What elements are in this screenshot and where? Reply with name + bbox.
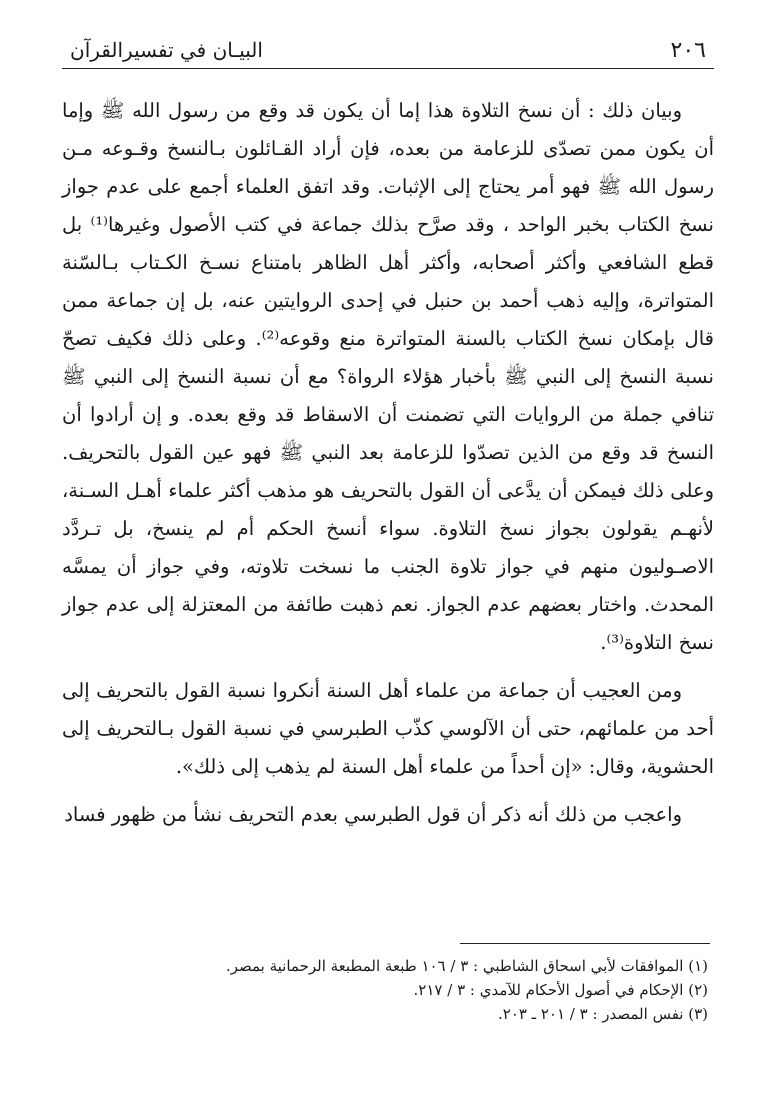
book-title: البيـان في تفسيرالقرآن — [70, 38, 263, 62]
running-header — [62, 28, 714, 69]
footnote-3: (٣) نفس المصدر : ٣ / ٢٠١ ـ ٢٠٣. — [497, 1005, 708, 1023]
paragraph-1: وبيان ذلك : أن نسخ التلاوة هذا إما أن يكون قد وقع من رسول الله ﷺ وإما أن يكون ممن تصدّى للزعامة من بعده، فإن أراد القـائلون بـالنسخ وقـوعه مـن رسول الله ﷺ فهو أمر يحتاج إلى الإثبات. وقد اتفق العلماء أجمع على عدم جواز نسخ الكتاب بخبر الواحد ، وقد صرَّح بذلك جماعة في كتب الأصول وغيرها⁽¹⁾ بل قطع الشافعي وأكثر أصحابه، وأكثر أهل الظاهر بامتناع نسـخ الكـتاب بـالسّنة المتواترة، وإليه ذهب أحمد بن حنبل في إحدى الروايتين عنه، بل إن جماعة ممن قال بإمكان نسخ الكتاب بالسنة المتواترة منع وقوعه⁽²⁾. وعلى ذلك فكيف تصحّ نسبة النسخ إلى النبي ﷺ بأخبار هؤلاء الرواة؟ مع أن نسبة النسخ إلى النبي ﷺ تنافي جملة من الروايات التي تضمنت أن الاسقاط قد وقع بعده. و إن أرادوا أن النسخ قد وقع من الذين تصدّوا للزعامة بعد النبي ﷺ فهو عين القول بالتحريف. وعلى ذلك فيمكن أن يدَّعى أن القول بالتحريف هو مذهب أكثر علماء أهـل السـنة، لأنهـم يقولون بجواز نسخ التلاوة. سواء أنسخ الحكم أم لم ينسخ، بل تـردَّد الاصـوليون منهم في جواز تلاوة الجنب ما نسخت تلاوته، وفي جواز أن يمسَّه المحدث. واختار بعضهم عدم الجواز. نعم ذهبت طائفة من المعتزلة إلى عدم جواز نسخ التلاوة⁽³⁾. — [62, 99, 714, 654]
footnotes — [62, 954, 714, 1026]
main-text — [62, 92, 714, 844]
footnote-2: (٢) الإحكام في أصول الأحكام للآمدي : ٣ / ٢١٧. — [413, 981, 708, 999]
footnote-1: (١) الموافقات لأبي اسحاق الشاطبي : ٣ / ١٠٦ طبعة المطبعة الرحمانية بمصر. — [225, 957, 708, 975]
footnote-separator — [460, 943, 710, 944]
page-number: ٢٠٦ — [670, 38, 706, 63]
paragraph-3: واعجب من ذلك أنه ذكر أن قول الطبرسي بعدم التحريف نشأ من ظهور فساد — [64, 803, 682, 826]
paragraph-2: ومن العجيب أن جماعة من علماء أهل السنة أنكروا نسبة القول بالتحريف إلى أحد من علمائهم، حتى أن الآلوسي كذّب الطبرسي في نسبة القول بـالتحريف إلى الحشوية، وقال: «إن أحداً من علماء أهل السنة لم يذهب إلى ذلك». — [62, 679, 714, 778]
